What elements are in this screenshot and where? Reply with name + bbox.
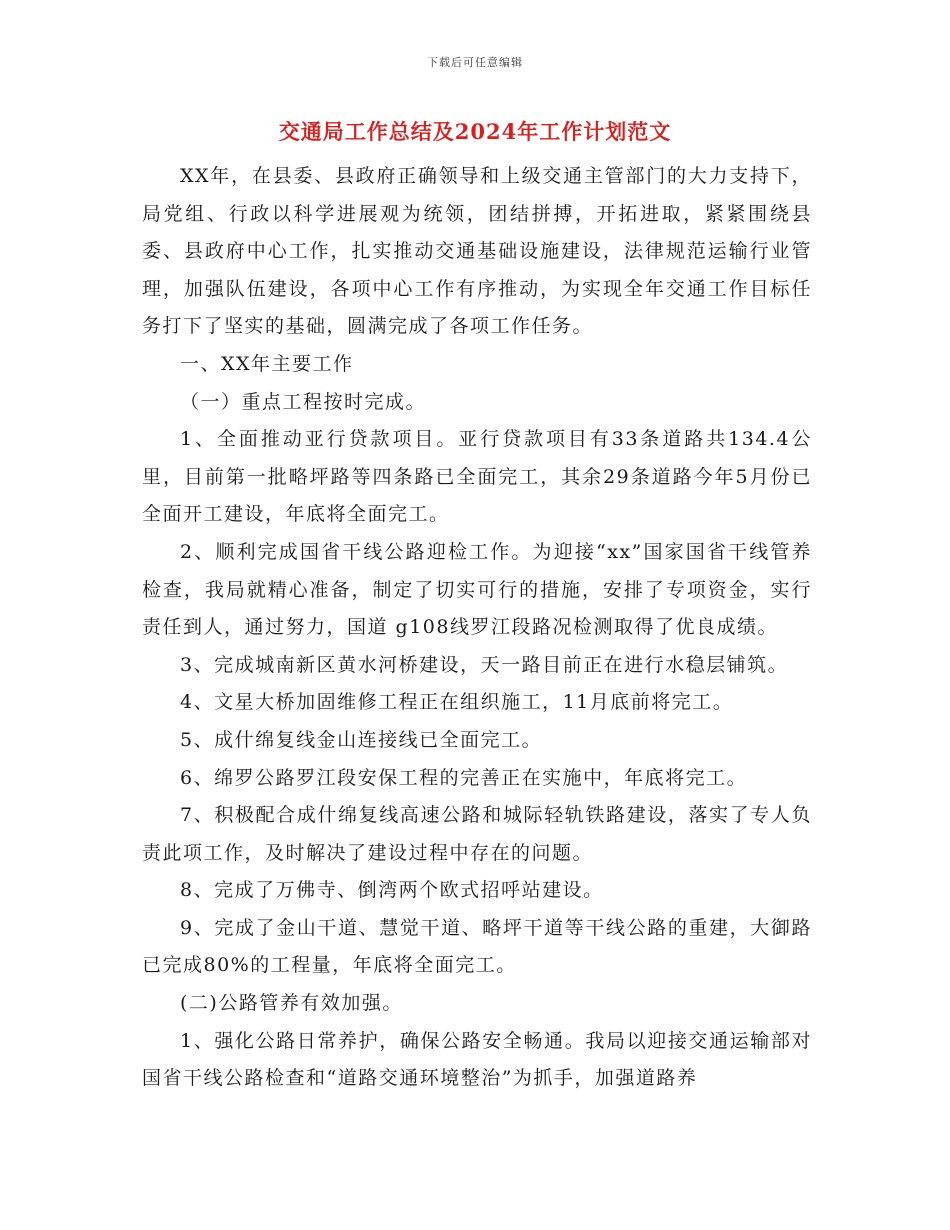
document-title: 交通局工作总结及2024年工作计划范文 (278, 119, 672, 144)
list-item-9: 9、完成了金山干道、慧觉干道、略坪干道等干线公路的重建，大御路已完成80%的工程量，年底将全面完工。 (142, 916, 812, 977)
list-item-7: 7、积极配合成什绵复线高速公路和城际轻轨铁路建设，落实了专人负责此项工作，及时解决了建设过程中存在的问题。 (142, 804, 812, 864)
paragraph-intro: XX年，在县委、县政府正确领导和上级交通主管部门的大力支持下，局党组、行政以科学进展观为统领，团结拼搏，开拓进取，紧紧围绕县委、县政府中心工作，扎实推动交通基础设施建设，法律规范运输行业管理，加强队伍建设，各项中心工作有序推动，为实现全年交通工作目标任务打下了坚实的基础，圆满完成了各项工作任务。 (142, 165, 812, 338)
list-item-8: 8、完成了万佛寺、倒湾两个欧式招呼站建设。 (180, 879, 604, 902)
list-item-6: 6、绵罗公路罗江段安保工程的完善正在实施中，年底将完工。 (180, 766, 748, 789)
subsection-heading-1: （一）重点工程按时完成。 (180, 390, 427, 413)
subsection-heading-2: (二)公路管养有效加强。 (180, 992, 403, 1015)
header-note: 下载后可任意编辑 (427, 56, 523, 69)
list-item-1: 1、全面推动亚行贷款项目。亚行贷款项目有33条道路共134.4公里，目前第一批略坪路等四条路已全面完工，其余29条道路今年5月份已全面开工建设，年底将全面完工。 (142, 428, 812, 526)
list-item-3: 3、完成城南新区黄水河桥建设，天一路目前正在进行水稳层铺筑。 (180, 653, 789, 676)
document-body (142, 158, 812, 1098)
list-item-2: 2、顺利完成国省干线公路迎检工作。为迎接“xx”国家国省干线管养检查，我局就精心准备，制定了切实可行的措施，安排了专项资金，实行责任到人，通过努力，国道 g108线罗江段路况检测取得了优良成绩。 (142, 540, 812, 639)
list-item-10: 1、强化公路日常养护，确保公路安全畅通。我局以迎接交通运输部对国省干线公路检查和“道路交通环境整治”为抓手，加强道路养 (142, 1029, 812, 1090)
section-heading-1: 一、XX年主要工作 (180, 352, 354, 375)
list-item-5: 5、成什绵复线金山连接线已全面完工。 (180, 728, 543, 751)
list-item-4: 4、文星大桥加固维修工程正在组织施工，11月底前将完工。 (180, 691, 734, 714)
